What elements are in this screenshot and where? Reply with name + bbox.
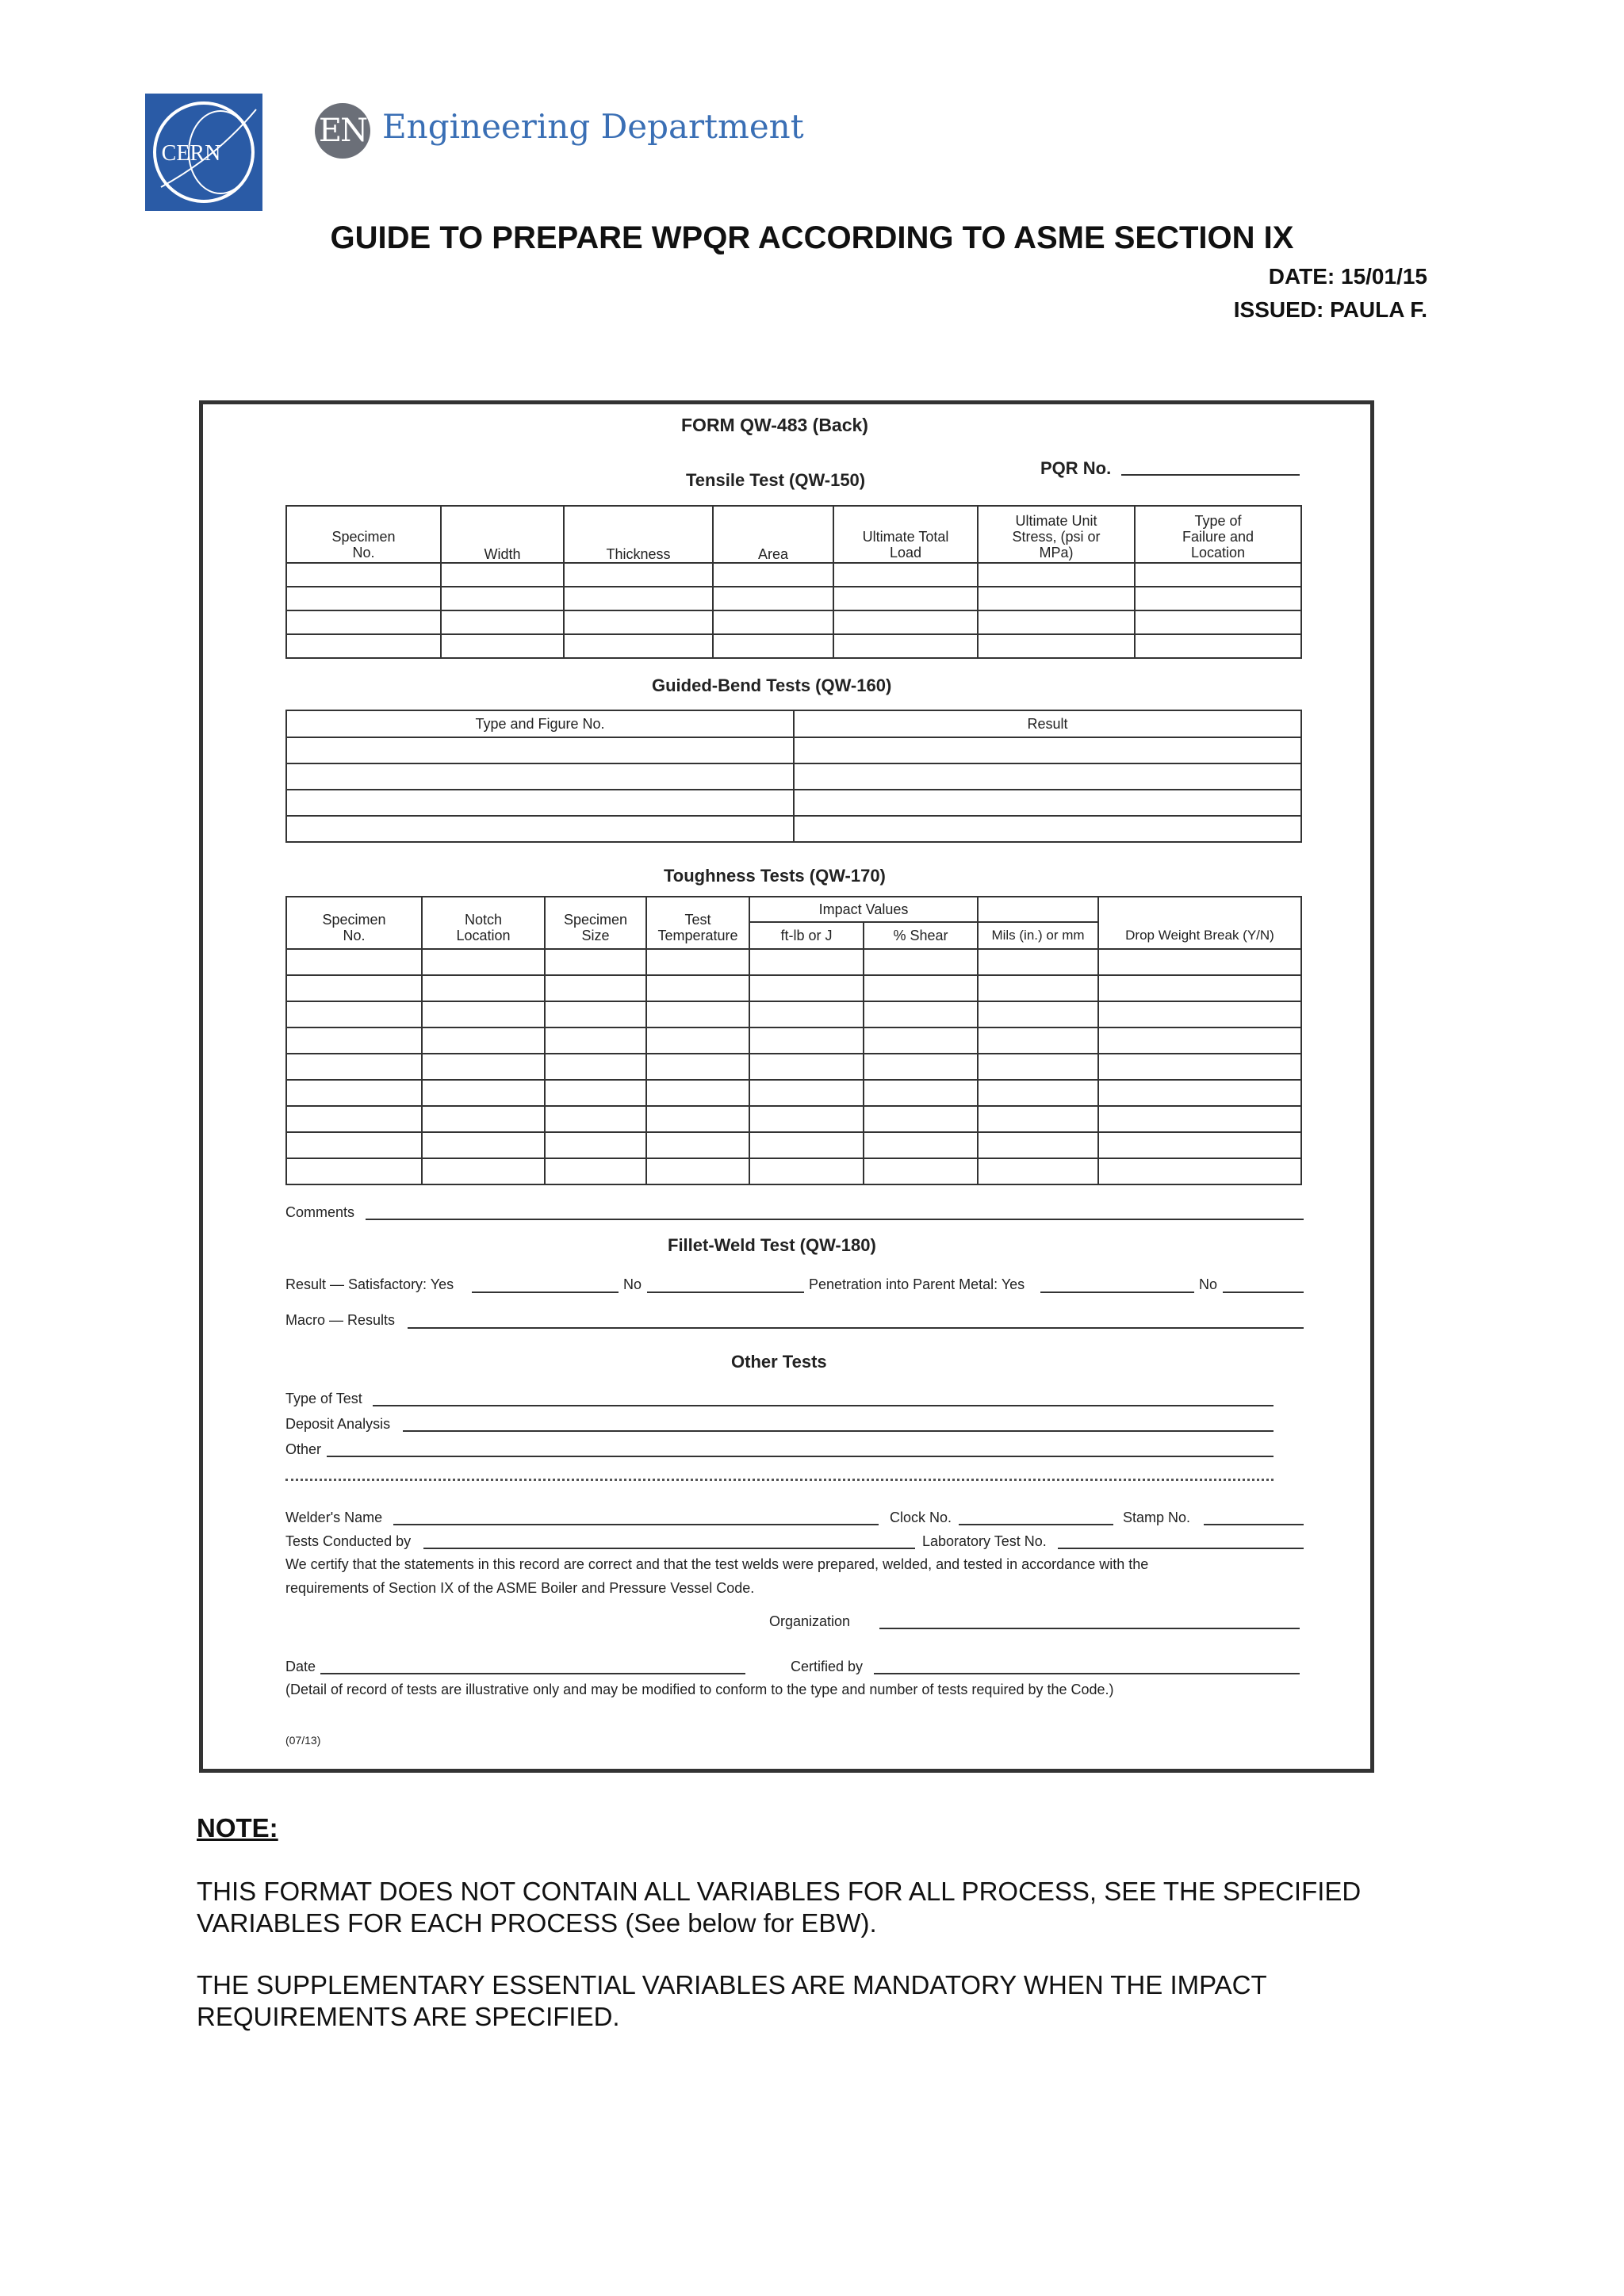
table-cell[interactable]	[286, 1132, 422, 1158]
table-cell[interactable]	[978, 1054, 1098, 1080]
fillet-weld-title: Fillet-Weld Test (QW-180)	[668, 1235, 876, 1255]
clock-no-label: Clock No.	[890, 1510, 952, 1525]
macro-label: Macro — Results	[285, 1312, 396, 1328]
table-cell[interactable]	[422, 1054, 545, 1080]
cern-logo	[145, 94, 262, 211]
table-cell[interactable]	[749, 949, 864, 975]
tensile-table	[285, 505, 1302, 659]
pqr-label: PQR No.	[1040, 458, 1112, 478]
table-cell[interactable]	[422, 1158, 545, 1184]
date-label: DATE: 15/01/15	[1268, 264, 1427, 289]
table-cell[interactable]	[864, 1001, 978, 1027]
table-cell[interactable]	[646, 1158, 749, 1184]
table-cell[interactable]	[422, 949, 545, 975]
table-cell[interactable]	[864, 1106, 978, 1132]
tensile-col-total-load: Ultimate Total Load	[833, 506, 978, 563]
toughness-header-row-1	[286, 897, 1301, 922]
guided-bend-col-type: Type and Figure No.	[286, 710, 794, 737]
table-cell[interactable]	[286, 1158, 422, 1184]
fillet-yes-field[interactable]	[472, 1292, 619, 1293]
table-cell[interactable]	[646, 1080, 749, 1106]
table-cell[interactable]	[564, 563, 713, 587]
table-row	[286, 1054, 1301, 1080]
table-row	[286, 610, 1301, 634]
form-title: FORM QW-483 (Back)	[681, 415, 868, 435]
table-cell[interactable]	[1098, 975, 1301, 1001]
detail-note: (Detail of record of tests are illustrative only and may be modified to conform to the type and number of tests required by the Code.)	[285, 1682, 1114, 1697]
table-row	[286, 634, 1301, 658]
stamp-no-field[interactable]	[1204, 1524, 1304, 1525]
table-cell[interactable]	[286, 975, 422, 1001]
table-cell[interactable]	[833, 634, 978, 658]
toughness-col-mils: Mils (in.) or mm	[978, 922, 1098, 949]
table-row	[286, 949, 1301, 975]
lab-test-label: Laboratory Test No.	[922, 1533, 1047, 1549]
lab-test-field[interactable]	[1058, 1548, 1304, 1549]
table-cell[interactable]	[441, 563, 564, 587]
certified-by-field[interactable]	[874, 1673, 1300, 1674]
fillet-no-label: No	[623, 1276, 642, 1292]
table-cell[interactable]	[794, 737, 1301, 763]
note-paragraph-2: THE SUPPLEMENTARY ESSENTIAL VARIABLES ARE MANDATORY WHEN THE IMPACT REQUIREMENTS ARE SPECIFIED.	[197, 1970, 1267, 2031]
clock-no-field[interactable]	[959, 1524, 1113, 1525]
table-cell[interactable]	[749, 1054, 864, 1080]
logo-text: CERN	[161, 141, 221, 166]
table-cell[interactable]	[422, 1027, 545, 1054]
table-row	[286, 1132, 1301, 1158]
dotted-divider	[285, 1479, 1274, 1481]
guided-bend-header-row	[286, 710, 1301, 737]
comments-field[interactable]	[366, 1219, 1304, 1220]
table-cell[interactable]	[978, 634, 1135, 658]
table-cell[interactable]	[749, 1158, 864, 1184]
page-title	[0, 220, 1624, 256]
table-cell[interactable]	[286, 763, 794, 790]
fillet-result-label: Result — Satisfactory: Yes	[285, 1276, 454, 1292]
table-cell[interactable]	[286, 563, 441, 587]
penetration-no-field[interactable]	[1223, 1292, 1304, 1293]
table-cell[interactable]	[749, 1001, 864, 1027]
tests-conducted-field[interactable]	[423, 1548, 915, 1549]
toughness-table	[285, 896, 1302, 1185]
table-cell[interactable]	[978, 1158, 1098, 1184]
table-row	[286, 587, 1301, 610]
table-cell[interactable]	[833, 610, 978, 634]
table-cell[interactable]	[545, 949, 646, 975]
table-cell[interactable]	[713, 610, 833, 634]
table-cell[interactable]	[545, 1054, 646, 1080]
table-cell[interactable]	[1098, 1106, 1301, 1132]
deposit-analysis-label: Deposit Analysis	[285, 1416, 391, 1432]
table-cell[interactable]	[749, 975, 864, 1001]
certify-statement-1: We certify that the statements in this record are correct and that the test welds were prepared, welded, and tested in accordance with the	[285, 1556, 1149, 1572]
table-cell[interactable]	[646, 975, 749, 1001]
table-row	[286, 763, 1301, 790]
table-cell[interactable]	[794, 763, 1301, 790]
table-cell[interactable]	[545, 1027, 646, 1054]
tensile-col-specimen: Specimen No.	[286, 506, 441, 563]
table-cell[interactable]	[545, 1080, 646, 1106]
table-cell[interactable]	[749, 1080, 864, 1106]
table-cell[interactable]	[422, 1106, 545, 1132]
table-cell[interactable]	[441, 610, 564, 634]
table-cell[interactable]	[286, 1080, 422, 1106]
tensile-header-row	[286, 506, 1301, 563]
welder-name-label: Welder's Name	[285, 1510, 383, 1525]
table-cell[interactable]	[713, 634, 833, 658]
cern-logo-icon	[145, 94, 262, 211]
toughness-col-shear: % Shear	[864, 922, 978, 949]
table-cell[interactable]	[749, 1132, 864, 1158]
penetration-label: Penetration into Parent Metal: Yes	[809, 1276, 1025, 1292]
table-cell[interactable]	[286, 949, 422, 975]
tensile-col-area: Area	[713, 506, 833, 563]
table-cell[interactable]	[646, 1054, 749, 1080]
table-cell[interactable]	[646, 949, 749, 975]
table-cell[interactable]	[978, 1001, 1098, 1027]
fillet-no-field[interactable]	[647, 1292, 804, 1293]
stamp-no-label: Stamp No.	[1123, 1510, 1191, 1525]
tests-conducted-label: Tests Conducted by	[285, 1533, 412, 1549]
table-cell[interactable]	[441, 587, 564, 610]
table-cell[interactable]	[794, 816, 1301, 842]
table-cell[interactable]	[422, 975, 545, 1001]
note-paragraph-1: THIS FORMAT DOES NOT CONTAIN ALL VARIABLES FOR ALL PROCESS, SEE THE SPECIFIED VARIABLES FOR EACH PROCESS (See below for EBW).	[197, 1877, 1362, 1938]
comments-label: Comments	[285, 1204, 355, 1220]
department-name: Engineering Department	[382, 107, 804, 146]
date-field-label: Date	[285, 1659, 316, 1674]
table-cell[interactable]	[441, 634, 564, 658]
table-cell[interactable]	[1098, 949, 1301, 975]
tensile-title: Tensile Test (QW-150)	[686, 470, 866, 490]
tensile-col-unit-stress: Ultimate Unit Stress, (psi or MPa)	[978, 506, 1135, 563]
table-cell[interactable]	[864, 975, 978, 1001]
date-field[interactable]	[320, 1673, 745, 1674]
organization-field[interactable]	[879, 1628, 1300, 1629]
table-cell[interactable]	[978, 587, 1135, 610]
table-row	[286, 1158, 1301, 1184]
tensile-col-width: Width	[441, 506, 564, 563]
table-cell[interactable]	[545, 975, 646, 1001]
table-cell[interactable]	[1098, 1001, 1301, 1027]
toughness-title: Toughness Tests (QW-170)	[664, 866, 886, 886]
table-cell[interactable]	[286, 1106, 422, 1132]
table-cell[interactable]	[1098, 1080, 1301, 1106]
table-cell[interactable]	[422, 1001, 545, 1027]
table-cell[interactable]	[286, 587, 441, 610]
guided-bend-title: Guided-Bend Tests (QW-160)	[652, 675, 892, 695]
certified-by-label: Certified by	[791, 1659, 864, 1674]
table-cell[interactable]	[286, 1027, 422, 1054]
table-cell[interactable]	[1098, 1132, 1301, 1158]
impact-values-header: Impact Values	[749, 897, 978, 922]
table-cell[interactable]	[286, 634, 441, 658]
table-cell[interactable]	[545, 1106, 646, 1132]
table-row	[286, 1080, 1301, 1106]
table-row	[286, 790, 1301, 816]
table-cell[interactable]	[422, 1132, 545, 1158]
table-cell[interactable]	[978, 975, 1098, 1001]
table-cell[interactable]	[864, 1132, 978, 1158]
other-tests-title: Other Tests	[731, 1352, 827, 1372]
table-row	[286, 816, 1301, 842]
table-cell[interactable]	[864, 949, 978, 975]
table-cell[interactable]	[646, 1001, 749, 1027]
table-cell[interactable]	[286, 610, 441, 634]
table-cell[interactable]	[978, 1080, 1098, 1106]
organization-label: Organization	[769, 1613, 851, 1629]
en-badge: EN	[315, 103, 370, 159]
issued-label: ISSUED: PAULA F.	[1233, 297, 1427, 322]
table-cell[interactable]	[286, 790, 794, 816]
table-cell[interactable]	[646, 1027, 749, 1054]
tensile-col-failure: Type of Failure and Location	[1135, 506, 1301, 563]
table-row	[286, 563, 1301, 587]
table-cell[interactable]	[794, 790, 1301, 816]
table-cell[interactable]	[1135, 610, 1301, 634]
table-cell[interactable]	[833, 563, 978, 587]
table-cell[interactable]	[1098, 1158, 1301, 1184]
table-row	[286, 737, 1301, 763]
toughness-col-notch: Notch Location	[422, 897, 545, 949]
table-cell[interactable]	[978, 610, 1135, 634]
deposit-analysis-field[interactable]	[403, 1430, 1274, 1432]
table-cell[interactable]	[1098, 1054, 1301, 1080]
guided-bend-col-result: Result	[794, 710, 1301, 737]
note-title: NOTE:	[197, 1813, 278, 1843]
certify-statement-2: requirements of Section IX of the ASME Boiler and Pressure Vessel Code.	[285, 1580, 755, 1596]
table-cell[interactable]	[286, 816, 794, 842]
table-cell[interactable]	[1135, 587, 1301, 610]
table-cell[interactable]	[749, 1106, 864, 1132]
other-label: Other	[285, 1441, 322, 1457]
table-cell[interactable]	[1135, 563, 1301, 587]
table-row	[286, 975, 1301, 1001]
page-title-text: GUIDE TO PREPARE WPQR ACCORDING TO ASME SECTION IX	[330, 220, 1294, 255]
toughness-col-ftlb: ft-lb or J	[749, 922, 864, 949]
penetration-no-label: No	[1199, 1276, 1218, 1292]
table-cell[interactable]	[864, 1027, 978, 1054]
table-cell[interactable]	[978, 949, 1098, 975]
table-cell[interactable]	[646, 1132, 749, 1158]
table-cell[interactable]	[864, 1080, 978, 1106]
table-cell[interactable]	[646, 1106, 749, 1132]
other-field[interactable]	[327, 1456, 1274, 1457]
table-cell[interactable]	[864, 1158, 978, 1184]
revision-label: (07/13)	[285, 1734, 321, 1747]
table-cell[interactable]	[833, 587, 978, 610]
type-of-test-field[interactable]	[373, 1405, 1274, 1406]
guided-bend-table	[285, 710, 1302, 843]
table-cell[interactable]	[286, 1001, 422, 1027]
pqr-field[interactable]	[1121, 474, 1300, 476]
form-qw-483-back	[199, 400, 1374, 1773]
toughness-col-size: Specimen Size	[545, 897, 646, 949]
table-cell[interactable]	[545, 1158, 646, 1184]
table-cell[interactable]	[1098, 1027, 1301, 1054]
tensile-col-thickness: Thickness	[564, 506, 713, 563]
table-cell[interactable]	[713, 563, 833, 587]
welder-name-field[interactable]	[393, 1524, 879, 1525]
type-of-test-label: Type of Test	[285, 1391, 362, 1406]
table-cell[interactable]	[564, 587, 713, 610]
table-cell[interactable]	[978, 1106, 1098, 1132]
table-cell[interactable]	[286, 1054, 422, 1080]
table-cell[interactable]	[864, 1054, 978, 1080]
table-cell[interactable]	[978, 1132, 1098, 1158]
table-cell[interactable]	[1135, 634, 1301, 658]
table-cell[interactable]	[713, 587, 833, 610]
table-cell[interactable]	[422, 1080, 545, 1106]
table-cell[interactable]	[564, 610, 713, 634]
toughness-blank-top	[978, 897, 1098, 922]
toughness-col-temperature: Test Temperature	[646, 897, 749, 949]
toughness-col-specimen: Specimen No.	[286, 897, 422, 949]
penetration-yes-field[interactable]	[1040, 1292, 1194, 1293]
table-row	[286, 1027, 1301, 1054]
table-cell[interactable]	[564, 634, 713, 658]
table-cell[interactable]	[545, 1001, 646, 1027]
table-cell[interactable]	[545, 1132, 646, 1158]
table-cell[interactable]	[978, 563, 1135, 587]
table-cell[interactable]	[286, 737, 794, 763]
table-row	[286, 1106, 1301, 1132]
table-row	[286, 1001, 1301, 1027]
table-cell[interactable]	[978, 1027, 1098, 1054]
table-cell[interactable]	[749, 1027, 864, 1054]
toughness-col-drop-weight: Drop Weight Break (Y/N)	[1098, 897, 1301, 949]
macro-field[interactable]	[408, 1327, 1304, 1329]
